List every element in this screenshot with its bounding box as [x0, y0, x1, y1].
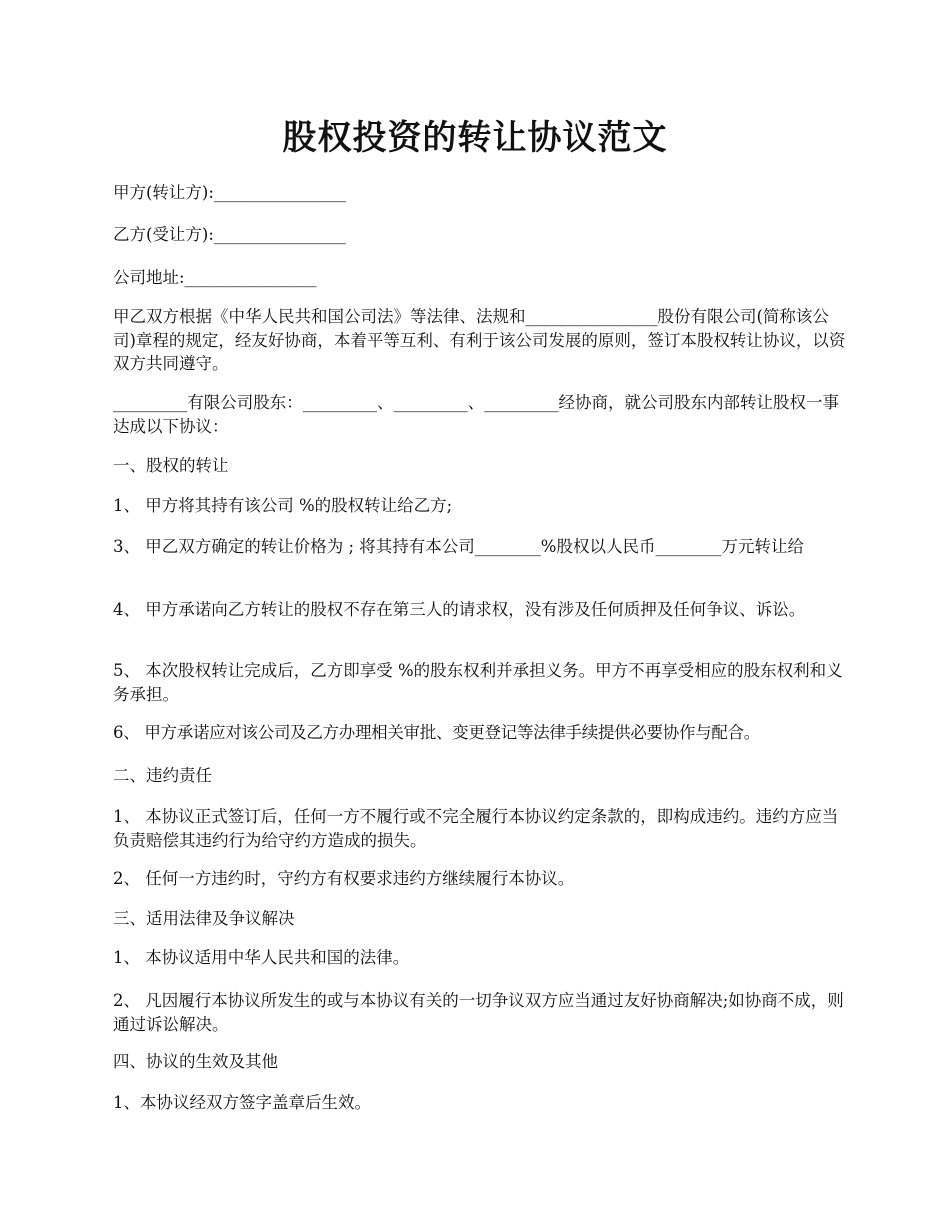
clause-1-6: 6、 甲方承诺应对该公司及乙方办理相关审批、变更登记等法律手续提供必要协作与配合。	[113, 723, 760, 742]
preamble-paragraph: 甲乙双方根据《中华人民共和国公司法》等法律、法规和________________股份有限公司(简称该公司)章程的规定，经友好协商，本着平等互利、有利于该公司发展的原则，签订本股权转让协议，以资双方共同遵守。	[113, 307, 846, 373]
clause-3-1: 1、 本协议适用中华人民共和国的法律。	[113, 948, 410, 967]
transferor-line: 甲方(转让方):________________	[113, 183, 346, 202]
shareholders-paragraph: _________有限公司股东：_________、_________、_________经协商，就公司股东内部转让股权一事达成以下协议：	[113, 393, 839, 436]
company-address-line: 公司地址:________________	[113, 268, 317, 287]
section-heading-liability: 二、违约责任	[113, 766, 212, 785]
document-title: 股权投资的转让协议范文	[282, 118, 668, 158]
clause-1-4: 4、 甲方承诺向乙方转让的股权不存在第三人的请求权，没有涉及任何质押及任何争议、诉讼。	[113, 600, 806, 619]
clause-1-5: 5、 本次股权转让完成后，乙方即享受 %的股东权利并承担义务。甲方不再享受相应的股东权利和义务承担。	[113, 661, 843, 704]
clause-4-1: 1、本协议经双方签字盖章后生效。	[113, 1093, 371, 1112]
section-heading-law: 三、适用法律及争议解决	[113, 909, 295, 928]
clause-3-2: 2、 凡因履行本协议所发生的或与本协议有关的一切争议双方应当通过友好协商解决;如协商不成，则通过诉讼解决。	[113, 991, 844, 1034]
section-heading-transfer: 一、股权的转让	[113, 456, 229, 475]
transferee-line: 乙方(受让方):________________	[113, 225, 346, 244]
clause-2-2: 2、 任何一方违约时，守约方有权要求违约方继续履行本协议。	[113, 869, 575, 888]
clause-2-1: 1、 本协议正式签订后，任何一方不履行或不完全履行本协议约定条款的，即构成违约。违约方应当负责赔偿其违约行为给守约方造成的损失。	[113, 807, 839, 850]
clause-1-1: 1、 甲方将其持有该公司 %的股权转让给乙方;	[113, 496, 453, 515]
clause-1-3: 3、 甲乙双方确定的转让价格为 ; 将其持有本公司________%股权以人民币________万元转让给	[113, 537, 804, 556]
section-heading-effect: 四、协议的生效及其他	[113, 1052, 278, 1071]
